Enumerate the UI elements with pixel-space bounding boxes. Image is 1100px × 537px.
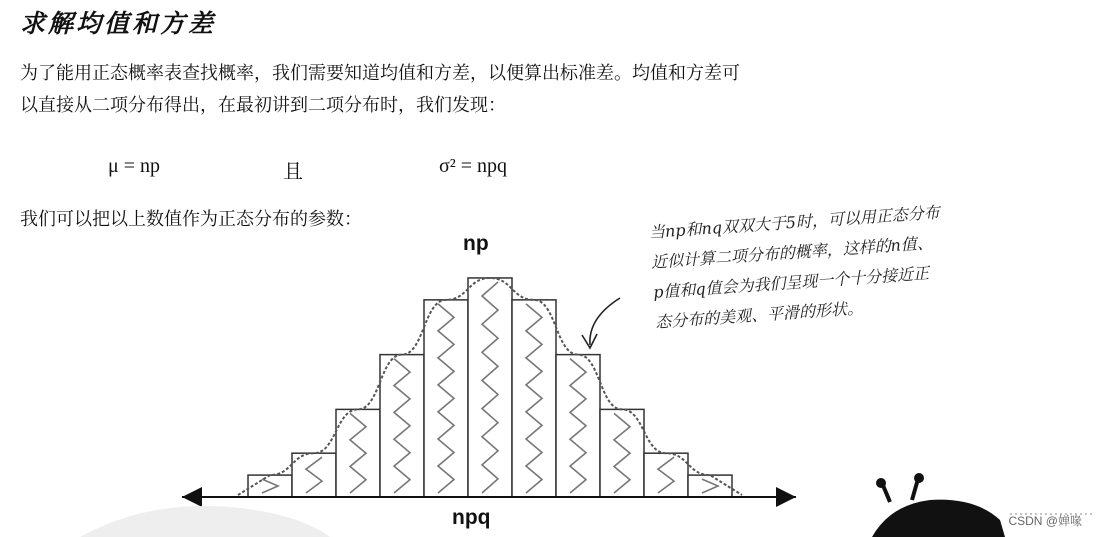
histogram-bar xyxy=(424,300,468,497)
histogram-bar xyxy=(380,355,424,497)
intro-line-1: 为了能用正态概率表查找概率，我们需要知道均值和方差，以便算出标准差。均值和方差可 xyxy=(20,63,740,84)
histogram-bar xyxy=(248,475,292,497)
background-blob xyxy=(80,506,330,537)
creature-antenna-tip-right xyxy=(914,473,924,483)
chart-bottom-label: npq xyxy=(452,506,491,529)
mean-formula: μ = np xyxy=(108,155,161,177)
intro-line-2: 以直接从二项分布得出，在最初讲到二项分布时，我们发现： xyxy=(20,95,506,116)
note-line-4: 态分布的美观、平滑的形状。 xyxy=(654,298,864,332)
histogram-bar xyxy=(556,355,600,497)
histogram-bar xyxy=(600,409,644,497)
watermark: CSDN @婵喙 xyxy=(1008,514,1082,528)
params-sentence: 我们可以把以上数值作为正态分布的参数： xyxy=(20,209,362,230)
variance-formula: σ² = npq xyxy=(439,155,508,177)
creature-antenna-tip-left xyxy=(876,478,886,488)
formula-conjunction: 且 xyxy=(283,161,303,183)
histogram-bar xyxy=(512,300,556,497)
note-line-2: 近似计算二项分布的概率，这样的n值、 xyxy=(650,233,934,272)
chart-top-label: np xyxy=(463,232,489,255)
note-line-1: 当np和nq双双大于5时，可以用正态分布 xyxy=(648,202,941,242)
histogram-bar xyxy=(336,409,380,497)
histogram-bar xyxy=(688,475,732,497)
cartoon-creature xyxy=(872,500,1005,537)
section-title: 求解均值和方差 xyxy=(20,9,217,38)
note-line-3: p值和q值会为我们呈现一个十分接近正 xyxy=(652,263,930,302)
